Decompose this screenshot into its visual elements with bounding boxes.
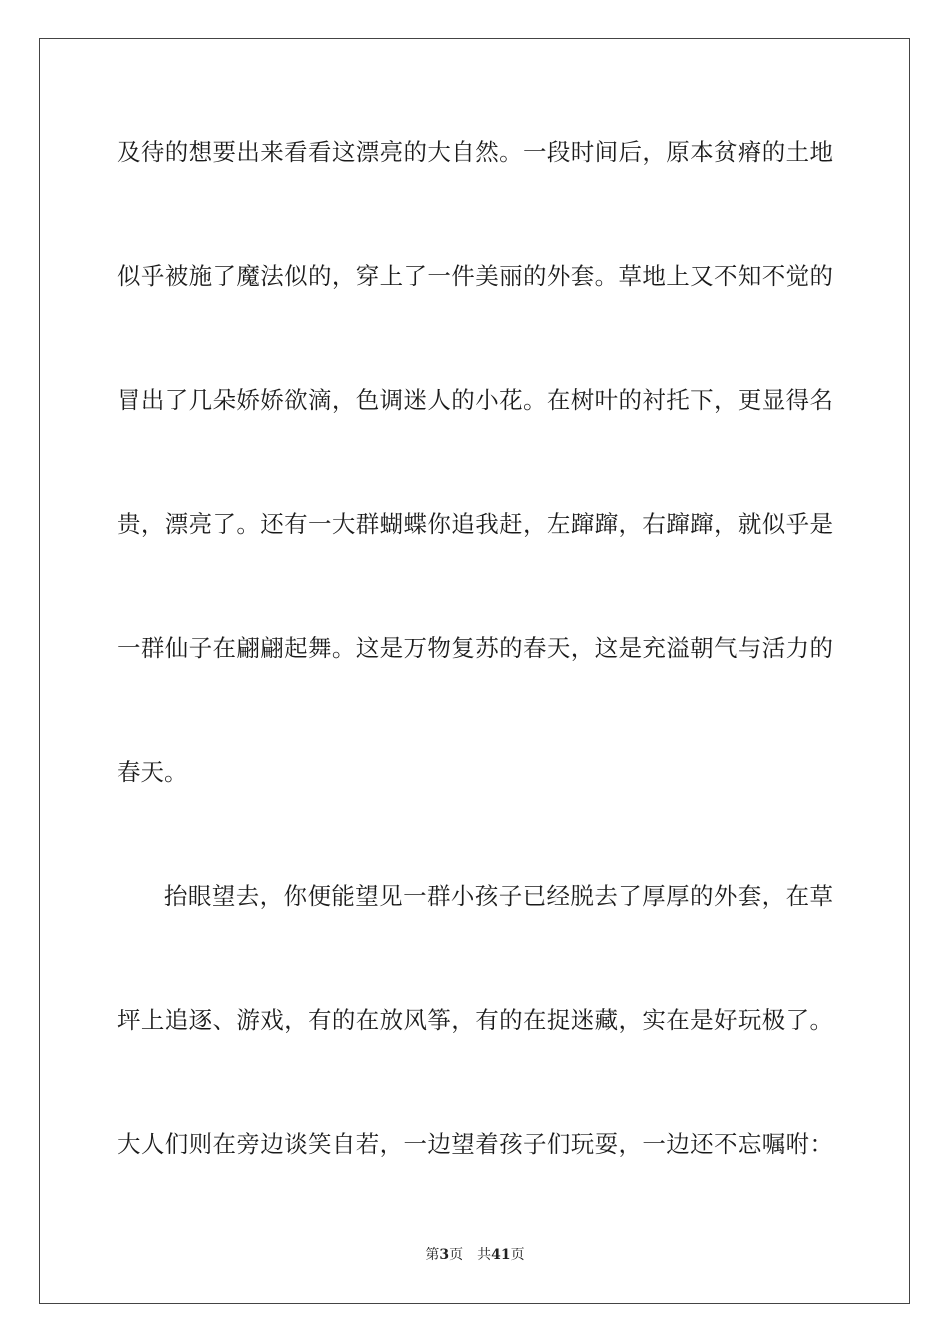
paragraph-line: 春天。	[117, 758, 188, 786]
total-pages: 41	[491, 1247, 511, 1263]
page-number-suffix: 页	[449, 1247, 464, 1263]
paragraph-line: 及待的想要出来看看这漂亮的大自然。一段时间后，原本贫瘠的土地	[117, 138, 833, 166]
paragraph-line: 抬眼望去，你便能望见一群小孩子已经脱去了厚厚的外套，在草	[164, 882, 833, 910]
paragraph-line: 贵，漂亮了。还有一大群蝴蝶你追我赶，左蹿蹿，右蹿蹿，就似乎是	[117, 510, 833, 538]
paragraph-line: 一群仙子在翩翩起舞。这是万物复苏的春天，这是充溢朝气与活力的	[117, 634, 833, 662]
total-pages-prefix: 共	[477, 1247, 492, 1263]
paragraph-line: 似乎被施了魔法似的，穿上了一件美丽的外套。草地上又不知不觉的	[117, 262, 833, 290]
page-footer	[0, 1245, 950, 1265]
paragraph-line: 大人们则在旁边谈笑自若，一边望着孩子们玩耍，一边还不忘嘱咐：	[117, 1130, 833, 1158]
paragraph-line: 冒出了几朵娇娇欲滴，色调迷人的小花。在树叶的衬托下，更显得名	[117, 386, 833, 414]
page-border	[39, 38, 910, 1304]
page-number: 3	[439, 1247, 450, 1263]
paragraph-line: 坪上追逐、游戏，有的在放风筝，有的在捉迷藏，实在是好玩极了。	[117, 1006, 833, 1034]
page-number-prefix: 第	[425, 1247, 440, 1263]
total-pages-suffix: 页	[510, 1247, 525, 1263]
